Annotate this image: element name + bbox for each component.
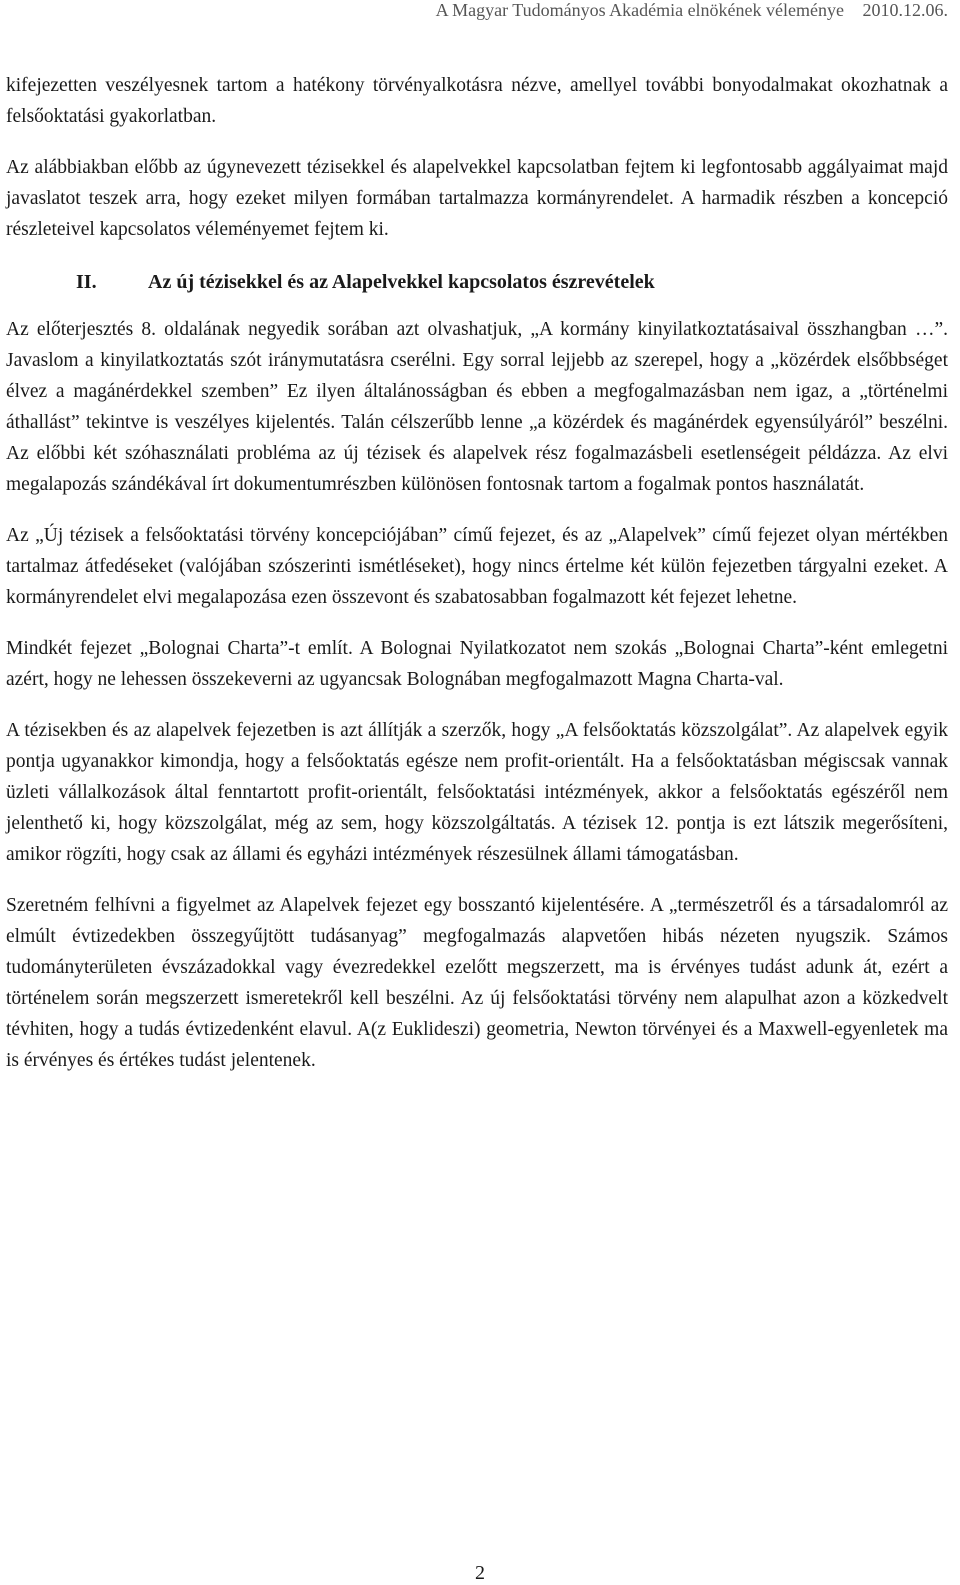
running-header [436,0,948,21]
paragraph-continuation: kifejezetten veszélyesnek tartom a hatékony törvényalkotásra nézve, amellyel további bonyodalmakat okozhatnak a felsőoktatási gyakorlatban. [6,75,948,127]
page-body [6,70,948,1076]
section-paragraph: A tézisekben és az alapelvek fejezetben is azt állítják a szerzők, hogy „A felsőoktatás közszolgálat”. Az alapelvek egyik pontja ugyanakkor kimondja, hogy a felsőoktatás egésze nem profit-orientált. Ha a felsőoktatásban mégiscsak vannak üzleti vállalkozások által fenntartott profit-orientált, felsőoktatási intézmények, akkor a felsőoktatás egészéről nem jelenthető ki, hogy közszolgálat, még az sem, hogy közszolgáltatás. A tézisek 12. pontja is ezt látszik megerősíteni, amikor rögzíti, hogy csak az állami és egyházi intézmények részesülnek állami támogatásban. [6,720,948,865]
section-title: Az új tézisekkel és az Alapelvekkel kapcsolatos észrevételek [148,271,655,293]
section-paragraph: Az „Új tézisek a felsőoktatási törvény koncepciójában” című fejezet, és az „Alapelvek” című fejezet olyan mértékben tartalmaz átfedéseket (valójában szószerinti ismétléseket), hogy nincs értelme két külön fejezetben tárgyalni ezeket. A kormányrendelet elvi megalapozása ezen összevont és szabatosabban fogalmazott két fejezet lehetne. [6,525,948,608]
paragraph-intro: Az alábbiakban előbb az úgynevezett tézisekkel és alapelvekkel kapcsolatban fejtem ki legfontosabb aggályaimat majd javaslatot teszek arra, hogy ezeket milyen formában tartalmazza kormányrendelet. A harmadik részben a koncepció részleteivel kapcsolatos véleményemet fejtem ki. [6,157,948,240]
section-paragraph: Szeretném felhívni a figyelmet az Alapelvek fejezet egy bosszantó kijelentésére. A „természetről és a társadalomról az elmúlt évtizedekben összegyűjtött tudásanyag” megfogalmazás alapvetően hibás nézeten nyugszik. Számos tudományterületen évszázadokkal vagy évezredekkel ezelőtt megszerzett, ma is érvényes tudást adunk át, ezért a történelem során megszerzett ismeretekről kell beszélni. Az új felsőoktatási törvény nem alapulhat azon a közkedvelt tévhiten, hogy a tudás évtizedenként elavul. A(z Euklideszi) geometria, Newton törvényei és a Maxwell-egyenletek ma is érvényes és értékes tudást jelentenek. [6,895,948,1071]
header-title: A Magyar Tudományos Akadémia elnökének véleménye [435,0,844,20]
section-number: II. [76,271,97,293]
section-paragraph: Az előterjesztés 8. oldalának negyedik sorában azt olvashatjuk, „A kormány kinyilatkoztatásaival összhangban …”. Javaslom a kinyilatkoztatás szót iránymutatásra cserélni. Egy sorral lejjebb az szerepel, hogy a „közérdek elsőbbséget élvez a magánérdekkel szemben” Ez ilyen általánosságban és ebben a megfogalmazásban nem igaz, a „történelmi áthallást” tekintve is veszélyes kijelentés. Talán célszerűbb lenne „a közérdek és magánérdek egyensúlyáról” beszélni. Az előbbi két szóhasználati probléma az új tézisek és alapelvek rész fogalmazásbeli esetlenségeit példázza. Az elvi megalapozás szándékával írt dokumentumrészben különösen fontosnak tartom a fogalmak pontos használatát. [6,319,948,495]
page-footer [0,1561,960,1585]
section-heading [6,267,948,298]
page-number: 2 [475,1562,485,1584]
section-paragraph: Mindkét fejezet „Bolognai Charta”-t említ. A Bolognai Nyilatkozatot nem szokás „Bolognai Charta”-ként emlegetni azért, hogy ne lehessen összekeverni az ugyancsak Bolognában megfogalmazott Magna Charta-val. [6,638,948,690]
header-date: 2010.12.06. [862,0,948,20]
